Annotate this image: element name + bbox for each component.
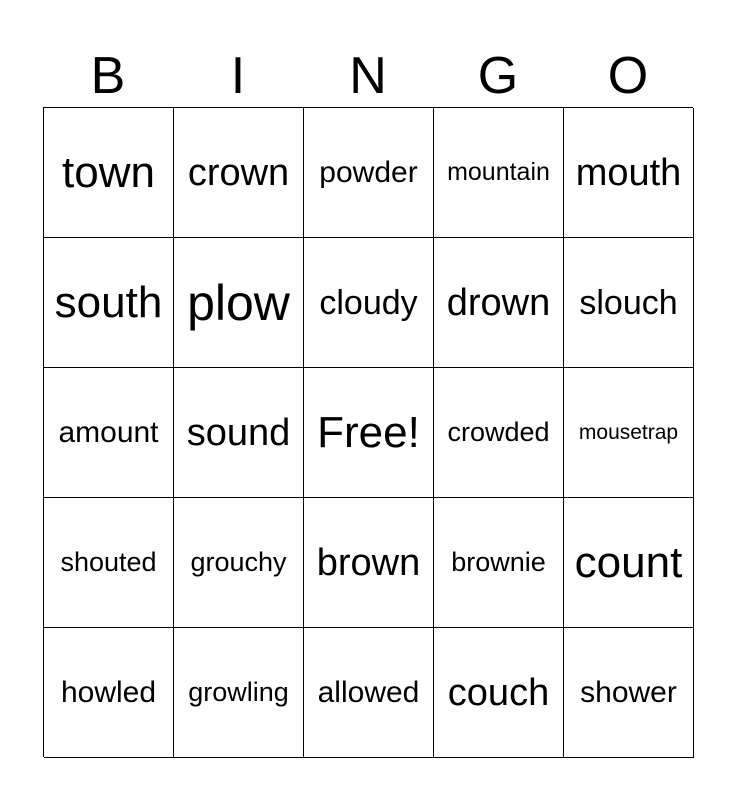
header-letter-i: I — [230, 47, 246, 105]
bingo-cell[interactable]: sound — [174, 368, 304, 498]
bingo-board — [43, 107, 693, 757]
bingo-cell[interactable]: grouchy — [174, 498, 304, 628]
bingo-cell[interactable]: amount — [44, 368, 174, 498]
header-letter-g: G — [477, 47, 519, 105]
header-letter-o: O — [607, 47, 649, 105]
bingo-cell[interactable]: south — [44, 238, 174, 368]
bingo-cell[interactable]: crown — [174, 108, 304, 238]
bingo-cell[interactable]: howled — [44, 628, 174, 758]
bingo-cell[interactable]: growling — [174, 628, 304, 758]
bingo-cell[interactable]: drown — [434, 238, 564, 368]
bingo-cell[interactable]: allowed — [304, 628, 434, 758]
bingo-cell[interactable]: cloudy — [304, 238, 434, 368]
bingo-cell[interactable]: mountain — [434, 108, 564, 238]
bingo-cell[interactable]: powder — [304, 108, 434, 238]
bingo-cell[interactable]: mouth — [564, 108, 694, 238]
bingo-cell[interactable]: town — [44, 108, 174, 238]
bingo-cell-free[interactable]: Free! — [304, 368, 434, 498]
bingo-cell[interactable]: shower — [564, 628, 694, 758]
bingo-cell[interactable]: brown — [304, 498, 434, 628]
bingo-cell[interactable]: count — [564, 498, 694, 628]
bingo-cell[interactable]: brownie — [434, 498, 564, 628]
bingo-cell[interactable]: slouch — [564, 238, 694, 368]
bingo-cell[interactable]: crowded — [434, 368, 564, 498]
bingo-cell[interactable]: couch — [434, 628, 564, 758]
header-letter-b: B — [90, 47, 126, 105]
bingo-cell[interactable]: mousetrap — [564, 368, 694, 498]
bingo-cell[interactable]: plow — [174, 238, 304, 368]
bingo-cell[interactable]: shouted — [44, 498, 174, 628]
bingo-header — [43, 44, 693, 108]
header-letter-n: N — [349, 47, 387, 105]
